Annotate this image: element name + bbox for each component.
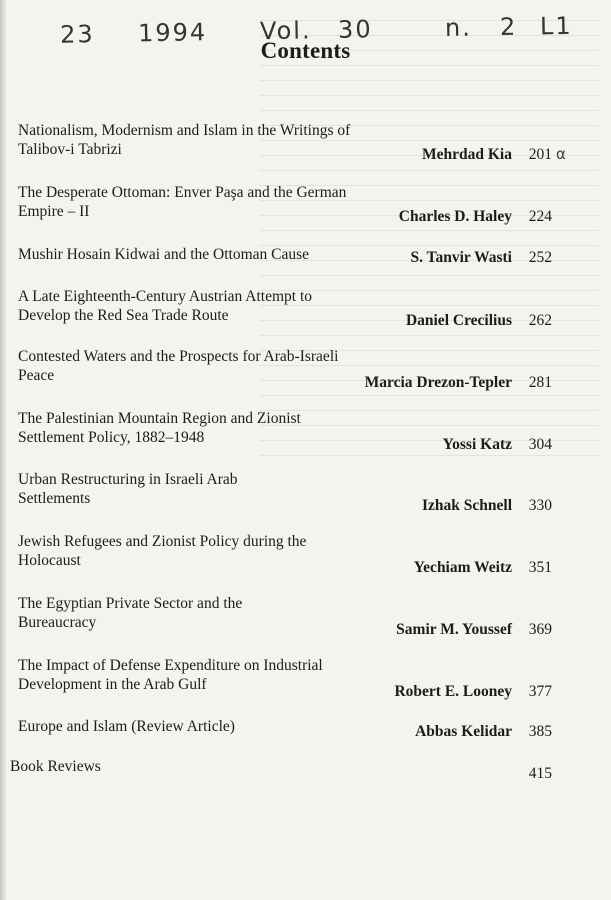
toc-entry[interactable] <box>18 656 558 700</box>
entry-page: 351 <box>528 559 552 576</box>
entry-title: Book Reviews <box>10 758 101 775</box>
toc-entry[interactable] <box>10 757 558 787</box>
entry-page: 385 <box>528 723 552 740</box>
entry-author: S. Tanvir Wasti <box>410 249 512 266</box>
page-title: Contents <box>260 38 351 63</box>
entry-title: Urban Restructuring in Israeli Arab Settlements <box>18 471 238 507</box>
entry-author: Izhak Schnell <box>421 497 512 514</box>
entry-page: 369 <box>528 621 552 638</box>
entry-author: Charles D. Haley <box>398 208 512 225</box>
entry-author: Abbas Kelidar <box>415 723 512 740</box>
handwritten-issue-label: n. <box>444 13 473 42</box>
entry-page: 252 <box>528 249 552 266</box>
entry-author: Yechiam Weitz <box>413 559 512 576</box>
handwritten-issue-number: 2 <box>499 12 518 42</box>
entry-title: The Palestinian Mountain Region and Zionist Settlement Policy, 1882–1948 <box>18 410 301 446</box>
toc-entry[interactable] <box>18 245 558 269</box>
entry-page: 224 <box>528 208 552 225</box>
entry-title: Nationalism, Modernism and Islam in the Writings of Talibov-i Tabrizi <box>18 122 351 158</box>
handwritten-vol-number: 30 <box>337 15 373 44</box>
toc-entry[interactable] <box>18 347 558 391</box>
entry-title: The Egyptian Private Sector and the Bureaucracy <box>18 595 243 631</box>
entry-title: Mushir Hosain Kidwai and the Ottoman Cause <box>18 246 310 263</box>
toc-entry[interactable] <box>18 183 558 223</box>
toc-entry[interactable] <box>18 121 558 161</box>
toc-entry[interactable] <box>18 532 558 576</box>
entry-title: The Desperate Ottoman: Enver Paşa and the German Empire – II <box>18 184 347 220</box>
handwritten-code: L1 <box>539 11 573 41</box>
entry-page: 281 <box>528 374 552 391</box>
handwritten-vol-label: Vol. <box>259 16 312 46</box>
entry-author: Daniel Crecilius <box>405 312 512 329</box>
entry-page: 304 <box>528 436 552 453</box>
entry-page: 415 <box>528 765 552 782</box>
entry-page: 330 <box>528 497 552 514</box>
toc-entry[interactable] <box>18 470 558 514</box>
entry-author: Samir M. Youssef <box>396 621 512 638</box>
entry-page: 201 <box>528 146 552 163</box>
entry-title: A Late Eighteenth-Century Austrian Attempt to Develop the Red Sea Trade Route <box>18 288 313 324</box>
handwritten-number: 23 <box>59 20 95 49</box>
entry-title: Jewish Refugees and Zionist Policy during the Holocaust <box>18 533 307 569</box>
entry-page: 377 <box>528 683 552 700</box>
show-through-text <box>259 6 599 466</box>
entry-author: Mehrdad Kia <box>422 146 512 163</box>
entry-title: Contested Waters and the Prospects for Arab-Israeli Peace <box>18 348 339 384</box>
page-edge <box>0 0 6 900</box>
toc-entry[interactable] <box>18 717 558 741</box>
entry-author: Robert E. Looney <box>394 683 512 700</box>
entry-title: The Impact of Defense Expenditure on Industrial Development in the Arab Gulf <box>18 657 323 693</box>
entry-title: Europe and Islam (Review Article) <box>18 718 235 735</box>
handwritten-year: 1994 <box>137 18 208 48</box>
entry-author: Yossi Katz <box>442 436 512 453</box>
entry-page: 262 <box>528 312 552 329</box>
toc-entry[interactable] <box>18 287 558 327</box>
toc-entry[interactable] <box>18 594 558 638</box>
margin-mark: α <box>556 145 566 163</box>
entry-author: Marcia Drezon-Tepler <box>364 374 512 391</box>
toc-entry[interactable] <box>18 409 558 453</box>
